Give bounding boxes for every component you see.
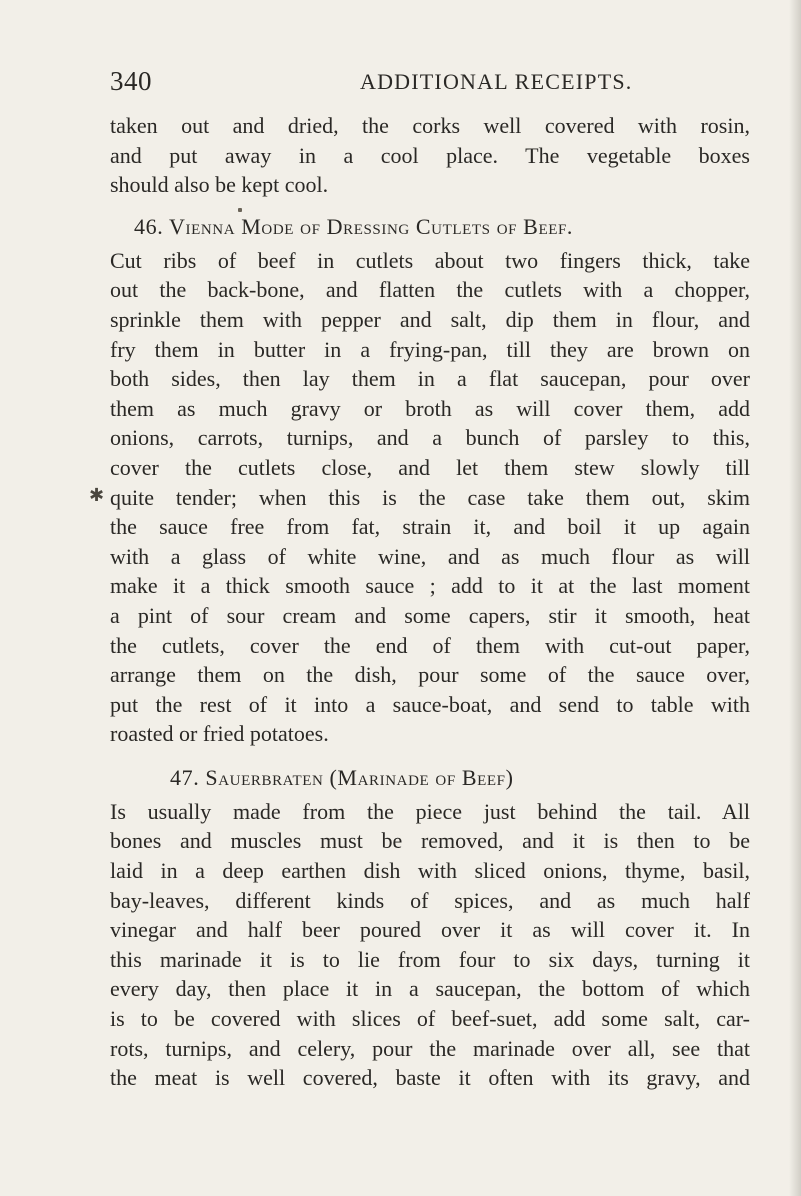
text-line: vinegar and half beer poured over it as will cover it. In xyxy=(110,917,750,943)
section-46-heading: 46. Vienna Mode of Dressing Cutlets of Beef. xyxy=(134,213,574,239)
text-line: taken out and dried, the corks well covered with rosin, xyxy=(110,113,750,138)
text-line: should also be kept cool. xyxy=(110,172,329,198)
text-line: a pint of sour cream and some capers, stir it smooth, heat xyxy=(110,602,750,628)
text-line: fry them in butter in a frying-pan, till they are brown on xyxy=(110,336,750,362)
text-line: bay-leaves, different kinds of spices, and as much half xyxy=(110,887,750,913)
text-line: Is usually made from the piece just behind the tail. All xyxy=(110,798,750,824)
section-47-heading: 47. Sauerbraten (Marinade of Beef) xyxy=(170,764,514,790)
text-line: laid in a deep earthen dish with sliced onions, thyme, basil, xyxy=(110,858,750,884)
text-line: quite tender; when this is the case take them out, skim xyxy=(110,484,750,510)
body-text xyxy=(110,111,750,1093)
text-line: the sauce free from fat, strain it, and boil it up again xyxy=(110,514,750,540)
text-line: is to be covered with slices of beef-suet, add some salt, car- xyxy=(110,1006,750,1032)
running-title: ADDITIONAL RECEIPTS. xyxy=(360,69,633,94)
text-line: with a glass of white wine, and as much flour as will xyxy=(110,543,750,569)
text-line: put the rest of it into a sauce-boat, and send to table with xyxy=(110,691,750,717)
text-line: rots, turnips, and celery, pour the marinade over all, see that xyxy=(110,1035,750,1061)
margin-mark: ✱ xyxy=(89,485,105,505)
text-line: sprinkle them with pepper and salt, dip them in flour, and xyxy=(110,306,750,332)
text-line: roasted or fried potatoes. xyxy=(110,721,329,747)
text-line: cover the cutlets close, and let them stew slowly till xyxy=(110,454,750,480)
text-line: onions, carrots, turnips, and a bunch of parsley to this, xyxy=(110,425,750,451)
text-line: this marinade it is to lie from four to six days, turning it xyxy=(110,946,750,972)
text-line: Cut ribs of beef in cutlets about two fingers thick, take xyxy=(110,247,750,273)
text-line: the cutlets, cover the end of them with cut-out paper, xyxy=(110,632,750,658)
text-line: arrange them on the dish, pour some of the sauce over, xyxy=(110,662,750,688)
text-line: bones and muscles must be removed, and it is then to be xyxy=(110,828,750,854)
text-line: them as much gravy or broth as will cover them, add xyxy=(110,395,750,421)
text-line: and put away in a cool place. The vegetable boxes xyxy=(110,142,750,168)
text-line: out the back-bone, and flatten the cutlets with a chopper, xyxy=(110,277,750,303)
page-number: 340 xyxy=(110,66,152,96)
page-header xyxy=(110,66,750,106)
page-edge-shadow xyxy=(789,0,801,1196)
text-line: every day, then place it in a saucepan, the bottom of which xyxy=(110,976,750,1002)
text-line: both sides, then lay them in a flat saucepan, pour over xyxy=(110,366,750,392)
text-line: the meat is well covered, baste it often with its gravy, and xyxy=(110,1065,750,1091)
text-line: make it a thick smooth sauce ; add to it at the last moment xyxy=(110,573,750,599)
